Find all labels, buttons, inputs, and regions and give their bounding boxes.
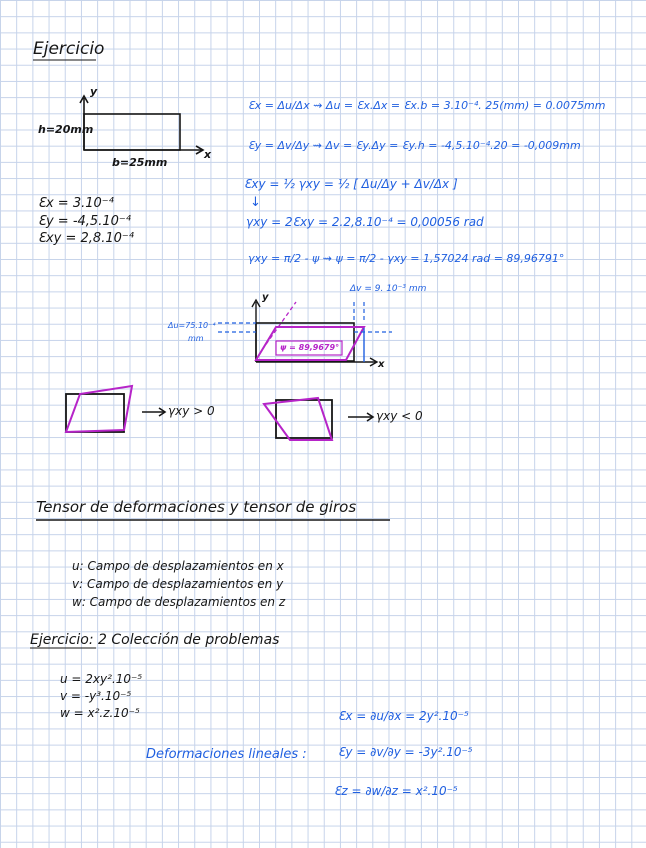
calc-line1: Ɛx = Δu/Δx ⇝ Δu = Ɛx.Δx = Ɛx.b = 3.10⁻⁴. 25(mm) = 0.0075mm (248, 99, 606, 112)
shear-positive-deformed (66, 386, 132, 432)
diagram2-y-label: y (262, 292, 269, 303)
strain-ez: Ɛz = ∂w/∂z = x².10⁻⁵ (334, 784, 458, 798)
calc-line4: γxy = 2Ɛxy = 2.2,8.10⁻⁴ = 0,00056 rad (246, 215, 484, 229)
heading3: Ejercicio: 2 Colección de problemas (30, 632, 280, 648)
shear-negative-deformed (264, 398, 332, 440)
strain-ey: Ɛy = ∂v/∂y = -3y².10⁻⁵ (338, 745, 473, 759)
calc-line2: Ɛy = Δv/Δy ⇝ Δv = Ɛy.Δy = Ɛy.h = -4,5.10⁻⁴.20 = -0,009mm (248, 139, 581, 152)
diagram2-du-label: Δu=75.10⁻⁴ (168, 321, 216, 330)
shear-sketch-positive (66, 386, 165, 432)
disp-u: u = 2xy².10⁻⁵ (60, 672, 143, 686)
heading1: Ejercicio (33, 39, 105, 59)
diagram1-box (84, 114, 180, 150)
given-ex: Ɛx = 3.10⁻⁴ (38, 196, 114, 211)
shear-negative-label: γxy < 0 (376, 409, 423, 423)
diagram2-psi-label: ψ = 89,9679° (280, 343, 340, 352)
diagram1-x-label: x (204, 148, 212, 161)
disp-v: v = -y³.10⁻⁵ (60, 689, 132, 703)
shear-positive-label: γxy > 0 (168, 404, 215, 418)
diagram2-x-label: x (378, 359, 385, 370)
given-exy: Ɛxy = 2,8.10⁻⁴ (38, 231, 134, 246)
diagram1-rectangle (80, 96, 203, 154)
diagram2-du-unit: mm (188, 334, 204, 343)
field-u: u: Campo de desplazamientos en x (72, 559, 284, 573)
field-v: v: Campo de desplazamientos en y (72, 577, 284, 591)
calc-arrow: ↓ (250, 195, 261, 210)
heading2: Tensor de deformaciones y tensor de giros (36, 498, 357, 516)
diagram1-y-label: y (90, 85, 98, 98)
diagram2-dv-label: Δv = 9. 10⁻³ mm (350, 284, 427, 294)
calc-line5: γxy = π/2 - ψ ⇝ ψ = π/2 - γxy = 1,57024 rad = 89,96791° (248, 252, 565, 265)
disp-w: w = x².z.10⁻⁵ (60, 706, 140, 720)
field-w: w: Campo de desplazamientos en z (72, 595, 286, 609)
given-ey: Ɛy = -4,5.10⁻⁴ (38, 214, 131, 229)
diagram1-b-label: b=25mm (112, 156, 168, 169)
calc-line3: Ɛxy = ½ γxy = ½ [ Δu/Δy + Δv/Δx ] (244, 177, 458, 191)
strains-label: Deformaciones lineales : (146, 747, 307, 762)
diagram1-h-label: h=20mm (38, 123, 94, 136)
shear-sketch-negative (264, 398, 373, 440)
strain-ex: Ɛx = ∂u/∂x = 2y².10⁻⁵ (338, 709, 469, 723)
shear-positive-original (66, 394, 124, 432)
diagram2-deformation (218, 300, 392, 366)
